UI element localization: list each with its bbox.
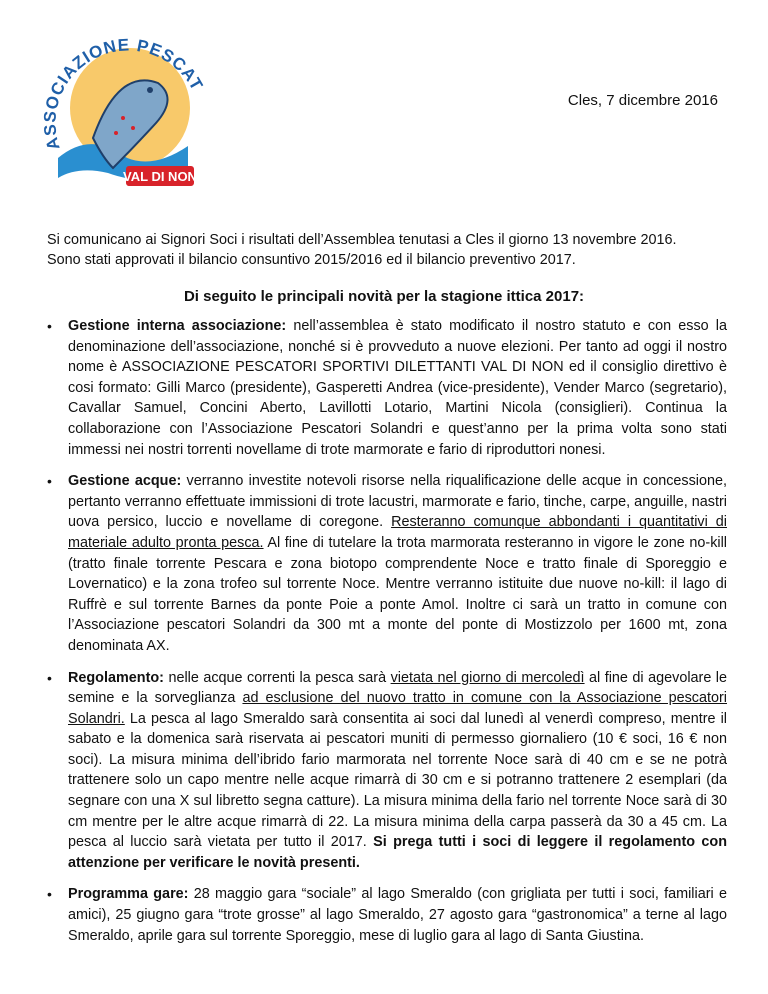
list-item-regolamento bbox=[47, 668, 727, 874]
list-item-programma-gare bbox=[47, 884, 727, 946]
item-title: Gestione interna associazione: bbox=[68, 318, 287, 334]
item-body: Al fine di tutelare la trota marmorata resteranno in vigore le zone no-kill (tratto finale torrente Pescara e zona biotopo comprendente Noce e tratto finale di Sporeggio e Lovernatico) e la zona trofeo sul torrente Noce. Mentre verranno istituite due nuove no-kill: il lago di Ruffrè e sul torrente Barnes da ponte Poie a ponte Amol. Inoltre ci sarà un tratto in comune con l’Associazione pescatori Solandri da 300 mt a monte del ponte di Mostizzolo per 1600 mt, zona denominata AX. bbox=[68, 534, 728, 654]
logo-badge-text: VAL DI NON bbox=[123, 169, 197, 184]
association-logo bbox=[38, 28, 218, 198]
item-title: Regolamento: bbox=[68, 669, 164, 686]
item-body: nell’assemblea è stato modificato il nostro statuto e con esso la denominazione dell’associazione, nonché si è provveduto a nuove elezioni. Per tanto ad oggi il nostro nome è ASSOCIAZIONE PESCATORI SPORTIVI DILETTANTI VAL DI NON ed il consiglio direttivo è cosi formato: Gilli Marco (presidente), Gasperetti Andrea (vice-presidente), Vender Marco (segretario), Cavallar Samuel, Concini Aberto, Lavillotti Lotario, Martini Nicola (consiglieri). Continua la collaborazione con l’Associazione Pescatori Solandri e quest’anno per la prima volta sono stati immessi nei nostri torrenti novellame di trote marmorate e fario di riproduttori nonesi. bbox=[68, 318, 727, 458]
document-date: Cles, 7 dicembre 2016 bbox=[567, 92, 718, 109]
logo-arc-text: ASSOCIAZIONE PESCAT bbox=[40, 35, 207, 153]
list-item-gestione-interna bbox=[47, 316, 727, 460]
bullet-icon: • bbox=[47, 473, 52, 490]
item-body: nelle acque correnti la pesca sarà bbox=[163, 669, 391, 686]
item-underlined-text: Resteranno comunque abbondanti i quantitativi di materiale adulto pronta pesca. bbox=[68, 514, 727, 551]
intro-line-2: Sono stati approvati il bilancio consuntivo 2015/2016 ed il bilancio preventivo 2017. bbox=[47, 252, 576, 268]
item-body: La pesca al lago Smeraldo sarà consentita ai soci dal lunedì al venerdì compreso, mentre il sabato e la domenica sarà riservata ai pescatori muniti di permesso giornaliero (10 € soci, 16 € non soci). La misura minima dell’ibrido fario marmorata nel torrente Noce sarà di 40 cm e se ne potrà trattenere solo un capo mentre nelle acque rimarrà di 30 cm e si potranno trattenere 2 esemplari (da segnare con una X sul libretto segna catture). La misura minima della fario nel torrente Noce sarà di 30 cm mentre per le altre acque rimarrà di 22. La misura minima della carpa passerà da 30 a 45 cm. La pesca al luccio sarà vietata per tutto il 2017. bbox=[68, 710, 727, 851]
item-body: verranno investite notevoli risorse nella riqualificazione delle acque in concessione, pertanto verranno effettuate immissioni di trote lacustri, marmorate e fario, tinche, carpe, anguille, nastri uova persico, luccio e novellame di coregone. bbox=[68, 473, 727, 531]
logo-graphic bbox=[38, 28, 218, 198]
bullet-icon: • bbox=[47, 886, 52, 903]
item-body: 28 maggio gara “sociale” al lago Smeraldo (con grigliata per tutti i soci, familiari e amici), 25 giugno gara “trote grosse” al lago Smeraldo, 27 agosto gara “gastronomica” a terne al lago Smeraldo, aprile gara sul torrente Sporeggio, mese di luglio gara al lago di Santa Giustina. bbox=[68, 886, 727, 944]
item-underlined-text: vietata nel giorno di mercoledì bbox=[390, 669, 585, 686]
bullet-icon: • bbox=[47, 669, 52, 686]
item-title: Gestione acque: bbox=[68, 473, 182, 490]
list-item-gestione-acque bbox=[47, 471, 727, 656]
intro-line-1: Si comunicano ai Signori Soci i risultati dell’Assemblea tenutasi a Cles il giorno 13 novembre 2016. bbox=[47, 232, 677, 248]
item-underlined-text: ad esclusione del nuovo tratto in comune con la Associazione pescatori Solandri. bbox=[68, 690, 727, 727]
item-title: Programma gare: bbox=[68, 886, 189, 903]
bullet-icon: • bbox=[47, 318, 52, 334]
item-body: al fine di agevolare le semine e la sorveglianza bbox=[68, 669, 728, 707]
intro-paragraph bbox=[47, 230, 727, 270]
section-heading: Di seguito le principali novità per la stagione ittica 2017: bbox=[183, 288, 585, 305]
news-list bbox=[47, 316, 727, 957]
item-bold-note: Si prega tutti i soci di leggere il regolamento con attenzione per verificare le novità presenti. bbox=[68, 834, 727, 871]
